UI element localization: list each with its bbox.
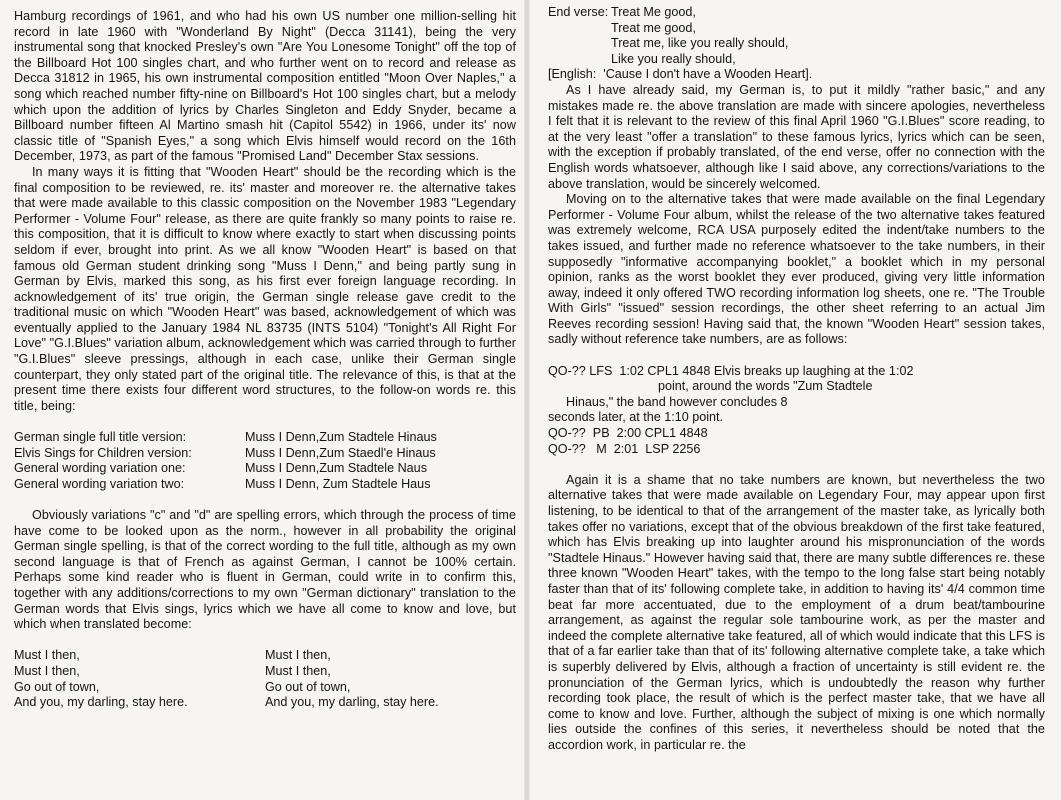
left-page bbox=[0, 0, 526, 800]
title-variation-label: General wording variation one: bbox=[14, 461, 186, 476]
title-variations-list bbox=[14, 430, 516, 492]
title-variation-row bbox=[14, 446, 516, 462]
take-line: point, around the words "Zum Stadtele bbox=[658, 379, 873, 394]
title-variation-label: Elvis Sings for Children version: bbox=[14, 445, 192, 460]
lyric-line: Go out of town, bbox=[265, 679, 351, 694]
verse-line: Treat me good, bbox=[611, 20, 696, 35]
lyrics-translation bbox=[14, 648, 516, 710]
take-line: QO-?? PB 2:00 CPL1 4848 bbox=[548, 426, 708, 441]
english-translation-line: [English: 'Cause I don't have a Wooden Heart]. bbox=[548, 67, 813, 82]
take-line: Hinaus," the band however concludes 8 bbox=[566, 394, 788, 409]
lyrics-column-b bbox=[265, 648, 516, 710]
end-verse-lines bbox=[611, 5, 788, 67]
spacer bbox=[14, 492, 516, 508]
right-paragraph-3: Again it is a shame that no take numbers are known, but nevertheless the two alternative takes that were made available on Legendary Four, may appear upon first listening, to be identical to that of the arrangement of the master take, as lyrically both takes offer no variations, except that of the obvious breakdown of the first take featured, which has Elvis breaking up into laughter around his mispronunciation of the words "Stadtele Hinaus." However having said that, there are many subtle differences re. these three known "Wooden Heart" takes, with the tempo to the long false start being notably faster than that of its' following complete take, in addition to having its' 4/4 common time beat far more accentuated, due to the employment of a drum beat/tambourine arrangement, as against the regular sole tambourine work, as per the master and indeed the complete alternative take featured, all of which would indicate that this LFS is that of a far earlier take than that of its' following alternative complete take, a take which is superbly delivered by Elvis, although a fraction of uncertainty is still evident re. the pronunciation of the German lyrics, which is undoubtedly the reason why further recording took place, the result of which is the perfect master take, that we have all come to know and love. Further, although the subject of mixing is one which normally lies outside the confines of this series, it nevertheless should be noted that the accordion work, in particular re. the bbox=[548, 472, 1045, 752]
left-paragraph-2: In many ways it is fitting that "Wooden Heart" should be the recording which is the final composition to be reviewed, re. its' master and moreover re. the alternative takes that were made available to this classic composition on the November 1983 "Legendary Performer - Volume Four" release, as there are quite frankly so many points to raise re. this composition, that it is difficult to know where exactly to start when discussing points seldom if ever, brought into print. As we all know "Wooden Heart" is based on that famous old German student drinking song "Muss I Denn," and being partly sung in German by Elvis, marked this song, as his first ever foreign language recording. In acknowledgement of its' true origin, the German single release gave credit to the traditional music on which "Wooden Heart" was based, acknowledgement of which was eventually applied to the January 1984 NL 83735 (INTS 5104) "Tonight's All Right For Love" "G.I.Blues" variation album, acknowledgement which was carried through to further "G.I.Blues" sleeve pressings, although in each case, unlike their German single counterpart, they only stated part of the original title. The relevance of this, is that at the present time there exists four different word structures, to the follow-on words re. this title, being: bbox=[14, 164, 516, 413]
title-variation-row bbox=[14, 461, 516, 477]
verse-line: Like you really should, bbox=[611, 51, 736, 66]
lyric-line: Must I then, bbox=[14, 663, 80, 678]
right-paragraph-1: As I have already said, my German is, to put it mildly "rather basic," and any mistakes made re. the above translation are made with sincere apologies, nevertheless I felt that it is relevant to the review of this final April 1960 "G.I.Blues" score reading, to at the very least "offer a translation" to these famous lyrics, lyrics which can be seen, with the exception if probably translated, of the end verse, offer no connection with the English words whatsoever, although like I said above, any corrections/variations to the above translation, would be sincerely welcomed. bbox=[548, 82, 1045, 191]
title-variation-value: Muss I Denn,Zum Stadtele Naus bbox=[245, 461, 427, 476]
page-gutter bbox=[524, 0, 530, 800]
verse-line: Treat me, like you really should, bbox=[611, 36, 789, 51]
right-page bbox=[526, 0, 1061, 800]
lyric-line: Go out of town, bbox=[14, 679, 100, 694]
title-variation-row bbox=[14, 430, 516, 446]
end-verse bbox=[548, 5, 1045, 67]
lyric-line: And you, my darling, stay here. bbox=[265, 695, 439, 710]
take-line: QO-?? LFS 1:02 CPL1 4848 Elvis breaks up laughing at the 1:02 bbox=[548, 363, 914, 378]
lyric-line: Must I then, bbox=[265, 648, 331, 663]
title-variation-value: Muss I Denn, Zum Stadtele Haus bbox=[245, 476, 431, 491]
title-variation-label: General wording variation two: bbox=[14, 476, 185, 491]
lyric-line: And you, my darling, stay here. bbox=[14, 695, 188, 710]
verse-line: Treat Me good, bbox=[611, 5, 696, 19]
left-paragraph-3: Obviously variations "c" and "d" are spelling errors, which through the process of time have come to be looked upon as the norm., however in all probability the original German single spelling, is that of the correct wording to the full title, although as my own second language is that of French as against German, I cannot be 100% certain. Perhaps some kind reader who is fluent in German, could write in to confirm this, together with any additions/corrections to my own "German dictionary" translation to the German words that Elvis sings, lyrics which we have all come to know and love, but which when translated become: bbox=[14, 508, 516, 632]
lyric-line: Must I then, bbox=[14, 648, 80, 663]
lyrics-column-a bbox=[14, 648, 265, 710]
spacer bbox=[548, 348, 1045, 364]
title-variation-label: German single full title version: bbox=[14, 430, 187, 445]
session-takes-list bbox=[548, 364, 1045, 458]
spacer bbox=[14, 414, 516, 430]
title-variation-value: Muss I Denn,Zum Staedl'e Hinaus bbox=[245, 445, 436, 460]
title-variation-value: Muss I Denn,Zum Stadtele Hinaus bbox=[245, 430, 437, 445]
left-paragraph-1: Hamburg recordings of 1961, and who had his own US number one million-selling hit record in late 1960 with "Wonderland By Night" (Decca 31141), being the very instrumental song that knocked Presley's own "Are You Lonesome Tonight" off the top of the Billboard Hot 100 singles chart, and who further went on to record and release as Decca 31812 in 1965, his own instrumental composition entitled "Moon Over Naples," a song which reached number fifty-nine on Billboard's Hot 100 singles chart, but a melody which upon the addition of lyrics by Charles Singleton and Eddy Snyder, became a Billboard number fifteen Al Martino smash hit (Capitol 5542) in 1966, under its' now classic title of "Spanish Eyes," a song which Elvis himself would record on the 16th December, 1973, as part of the famous "Promised Land" December Stax sessions. bbox=[14, 9, 516, 164]
lyric-line: Must I then, bbox=[265, 663, 331, 678]
end-verse-label: End verse: bbox=[548, 5, 609, 19]
take-line: seconds later, at the 1:10 point. bbox=[548, 410, 724, 425]
spacer bbox=[548, 457, 1045, 473]
title-variation-row bbox=[14, 477, 516, 493]
take-line: QO-?? M 2:01 LSP 2256 bbox=[548, 441, 701, 456]
right-paragraph-2: Moving on to the alternative takes that were made available on the final Legendary Performer - Volume Four album, whilst the release of the two alternative takes featured was extremely welcome, RCA USA purposely edited the indent/take numbers to the takes issued, and further made no reference whatsoever to the take numbers, in their supposedly "informative accompanying booklet," a booklet which in my personal opinion, ranks as the worst booklet they ever produced, giving very little information away, indeed it only offered TWO recording information log sheets, one re. "The Trouble With Girls" "issued" session recordings, the other sheet referring to an actual Jim Reeves recording session! Having said that, the known "Wooden Heart" session takes, sadly without reference take numbers, are as follows: bbox=[548, 192, 1045, 347]
spacer bbox=[14, 633, 516, 649]
